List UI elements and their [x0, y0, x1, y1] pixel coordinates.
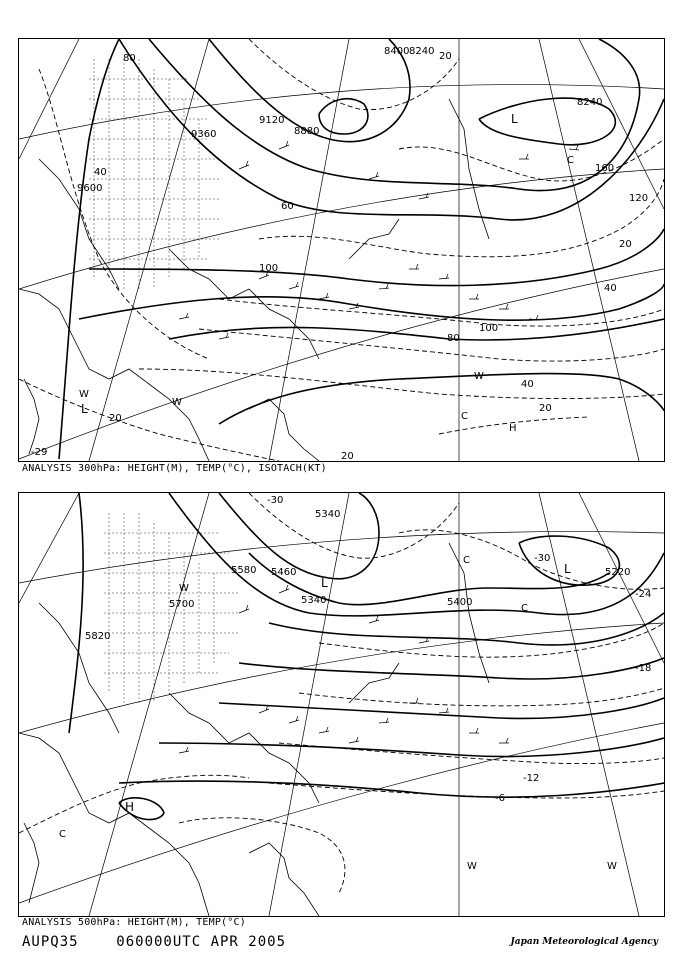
map-300hpa-canvas — [19, 39, 664, 461]
low-center: L — [321, 576, 328, 590]
isotach-label: 20 — [439, 51, 452, 62]
height-label: 5580 — [231, 565, 257, 576]
isotach-label: 40 — [521, 379, 534, 390]
low-center: L — [81, 402, 88, 416]
isotach-label: 20 — [539, 403, 552, 414]
isotach-label: 100 — [479, 323, 499, 334]
map-300hpa — [18, 38, 665, 462]
temp-label: -6 — [495, 793, 505, 804]
warm-center: W — [474, 371, 484, 382]
chart-code: AUPQ35 060000UTC APR 2005 — [22, 934, 287, 950]
caption-500hpa: ANALYSIS 500hPa: HEIGHT(M), TEMP(°C) — [22, 917, 246, 928]
warm-center: W — [467, 861, 477, 872]
high-center: H — [125, 800, 135, 814]
height-label: 8880 — [294, 126, 320, 137]
warm-center: W — [79, 389, 89, 400]
hatched-region — [89, 59, 219, 289]
temp-label: -18 — [635, 663, 652, 674]
height-label: 5460 — [271, 567, 297, 578]
isotach-label: 40 — [94, 167, 107, 178]
map-500hpa — [18, 492, 665, 917]
isotach-label: 20 — [341, 451, 354, 461]
height-label: 5820 — [85, 631, 111, 642]
temp-label: -29 — [31, 447, 48, 458]
isotach-label: 20 — [109, 413, 122, 424]
height-label: 5400 — [447, 597, 473, 608]
isotach-label: 80 — [447, 333, 460, 344]
cold-center: C — [463, 555, 470, 566]
height-label: 9120 — [259, 115, 285, 126]
caption-300hpa: ANALYSIS 300hPa: HEIGHT(M), TEMP(°C), ISOTACH(KT) — [22, 463, 327, 474]
height-label: 5340 — [315, 509, 341, 520]
temp-label: -12 — [523, 773, 540, 784]
isotach-label: 100 — [259, 263, 279, 274]
low-center: L — [564, 562, 571, 576]
warm-center: W — [179, 583, 189, 594]
isotach-contours — [19, 39, 664, 461]
temp-label: -24 — [635, 589, 652, 600]
height-label: 9360 — [191, 129, 217, 140]
isotach-label: 60 — [281, 201, 294, 212]
isotach-label: 120 — [629, 193, 649, 204]
isotach-label: 80 — [123, 53, 136, 64]
height-label: 8240 — [409, 46, 435, 57]
cold-center: C — [567, 155, 574, 166]
cold-center: C — [521, 603, 528, 614]
low-center: L — [511, 112, 518, 126]
warm-center: W — [172, 397, 182, 408]
height-label: 8240 — [577, 97, 603, 108]
agency-name: Japan Meteorological Agency — [510, 937, 658, 947]
temp-label: -30 — [267, 495, 284, 506]
height-label: 5220 — [605, 567, 631, 578]
height-label: 5340 — [301, 595, 327, 606]
isotach-label: 40 — [604, 283, 617, 294]
height-label: 8400 — [384, 46, 410, 57]
isotach-label: 160 — [595, 163, 615, 174]
high-center: H — [509, 423, 517, 434]
isotach-label: 20 — [619, 239, 632, 250]
height-contours — [59, 39, 664, 459]
temperature-contours — [19, 493, 664, 893]
cold-center: C — [59, 829, 66, 840]
height-label: 9600 — [77, 183, 103, 194]
cold-center: C — [461, 411, 468, 422]
warm-center: W — [607, 861, 617, 872]
height-label: 5700 — [169, 599, 195, 610]
graticule — [19, 39, 664, 461]
coastlines — [19, 543, 489, 916]
temp-label: -30 — [534, 553, 551, 564]
map-500hpa-canvas — [19, 493, 664, 916]
